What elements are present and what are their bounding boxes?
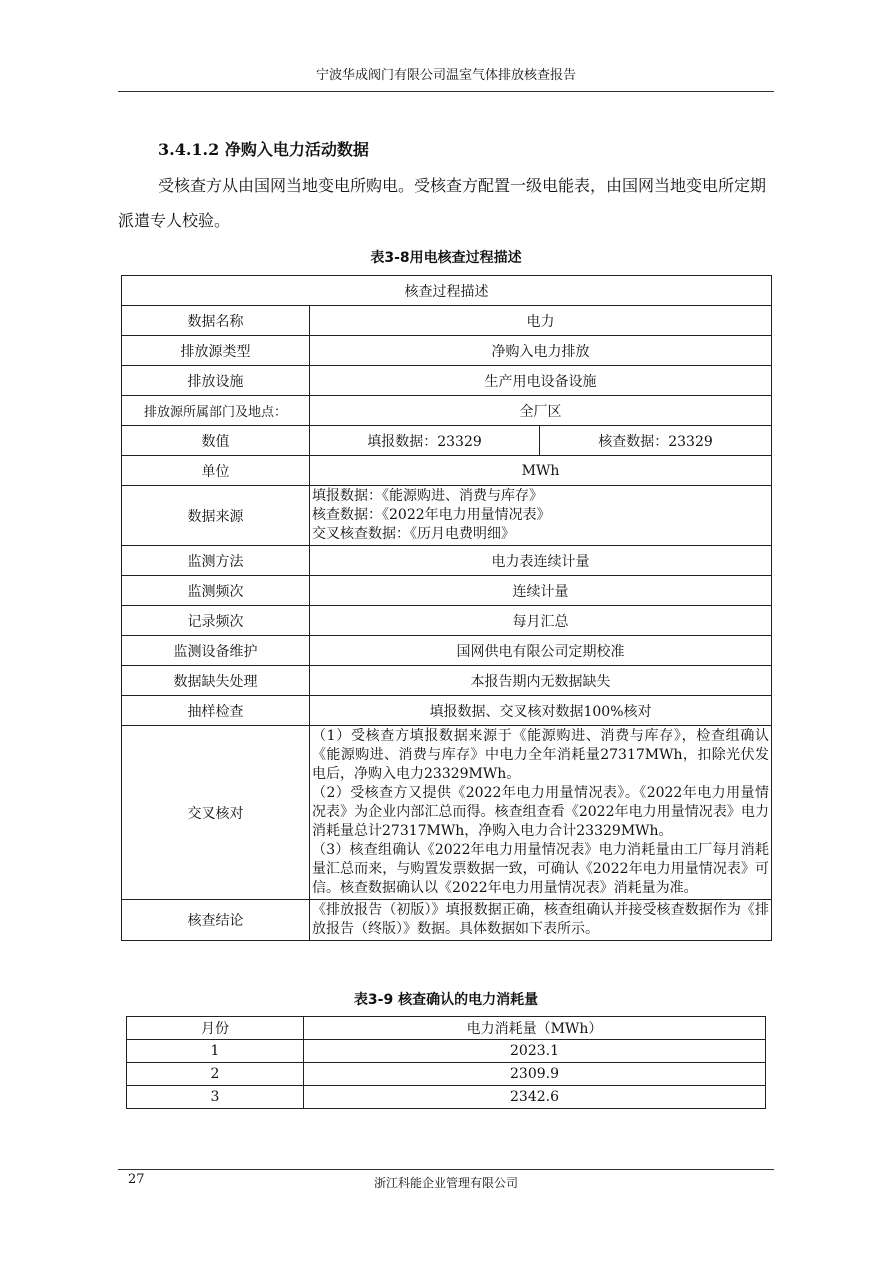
table-row — [122, 726, 772, 900]
row-label: 监测方法 — [122, 546, 310, 576]
month-cell: 3 — [127, 1086, 304, 1109]
table-row — [122, 456, 772, 486]
data-source-cell — [310, 486, 772, 546]
row-label: 排放源所属部门及地点： — [122, 396, 310, 426]
table-row — [127, 1040, 766, 1063]
table-row — [122, 636, 772, 666]
table-row — [127, 1063, 766, 1086]
table-row — [122, 486, 772, 546]
table-row — [122, 666, 772, 696]
consumption-cell: 2309.9 — [304, 1063, 766, 1086]
row-label: 记录频次 — [122, 606, 310, 636]
row-value: 每月汇总 — [310, 606, 772, 636]
table-row — [122, 426, 772, 456]
source-line: 核查数据：《2022年电力用量情况表》 — [312, 507, 551, 523]
consumption-cell: 2342.6 — [304, 1086, 766, 1109]
row-value: 净购入电力排放 — [310, 336, 772, 366]
table-row — [122, 396, 772, 426]
row-label: 核查结论 — [122, 900, 310, 941]
reported-value: 填报数据：23329 — [310, 426, 540, 456]
electricity-consumption-table — [126, 1016, 766, 1109]
table-row — [122, 606, 772, 636]
month-cell: 2 — [127, 1063, 304, 1086]
table-row — [122, 306, 772, 336]
row-value: 全厂区 — [310, 396, 772, 426]
row-value: 本报告期内无数据缺失 — [310, 666, 772, 696]
footer-rule — [118, 1169, 774, 1170]
row-label: 数据缺失处理 — [122, 666, 310, 696]
table-row — [122, 276, 772, 306]
row-value: 连续计量 — [310, 576, 772, 606]
row-value: 生产用电设备设施 — [310, 366, 772, 396]
cross-check-paragraph: （3）核查组确认《2022年电力用量情况表》电力消耗量由工厂每月消耗量汇总而来，与购置发票数据一致，可确认《2022年电力用量情况表》可信。核查数据确认以《2022年电力用量情况表》消耗量为准。 — [312, 842, 769, 896]
table-row — [122, 696, 772, 726]
table-row — [127, 1086, 766, 1109]
row-value: MWh — [310, 456, 772, 486]
cross-check-paragraph: （1）受核查方填报数据来源于《能源购进、消费与库存》，检查组确认《能源购进、消费与库存》中电力全年消耗量27317MWh，扣除光伏发电后，净购入电力23329MWh。 — [312, 728, 769, 782]
column-header: 月份 — [127, 1017, 304, 1040]
table-3-8-caption: 表3-8用电核查过程描述 — [370, 250, 522, 266]
table-3-9-caption: 表3-9 核查确认的电力消耗量 — [353, 992, 539, 1008]
column-header: 电力消耗量（MWh） — [304, 1017, 766, 1040]
month-cell: 1 — [127, 1040, 304, 1063]
consumption-cell: 2023.1 — [304, 1040, 766, 1063]
verification-process-table — [121, 275, 772, 941]
row-value: 国网供电有限公司定期校准 — [310, 636, 772, 666]
table-row — [122, 336, 772, 366]
row-label: 排放设施 — [122, 366, 310, 396]
row-value: 电力 — [310, 306, 772, 336]
table-row — [122, 546, 772, 576]
row-label: 排放源类型 — [122, 336, 310, 366]
source-line: 填报数据：《能源购进、消费与库存》 — [312, 488, 543, 504]
cross-check-cell — [310, 726, 772, 900]
row-label: 数据名称 — [122, 306, 310, 336]
page-header: 宁波华成阀门有限公司温室气体排放核查报告 — [315, 68, 576, 83]
page-number: 27 — [128, 1172, 145, 1187]
table-heading: 核查过程描述 — [122, 276, 772, 306]
row-label: 监测频次 — [122, 576, 310, 606]
cross-check-paragraph: （2）受核查方又提供《2022年电力用量情况表》。《2022年电力用量情况表》为企业内部汇总而得。核查组查看《2022年电力用量情况表》电力消耗量总计27317MWh，净购入电力合计23329MWh。 — [312, 785, 769, 839]
conclusion-cell: 《排放报告（初版）》填报数据正确，核查组确认并接受核查数据作为《排放报告（终版）》数据。具体数据如下表所示。 — [310, 900, 772, 941]
table-row — [122, 366, 772, 396]
row-label: 监测设备维护 — [122, 636, 310, 666]
row-label: 交叉核对 — [122, 726, 310, 900]
body-paragraph: 受核查方从由国网当地变电所购电。受核查方配置一级电能表，由国网当地变电所定期派遣专人校验。 — [118, 176, 767, 230]
row-value: 填报数据、交叉核对数据100%核对 — [310, 696, 772, 726]
row-value: 电力表连续计量 — [310, 546, 772, 576]
section-title: 3.4.1.2 净购入电力活动数据 — [158, 140, 369, 159]
row-label: 单位 — [122, 456, 310, 486]
row-label: 抽样检查 — [122, 696, 310, 726]
table-header-row — [127, 1017, 766, 1040]
table-row — [122, 900, 772, 941]
verified-value: 核查数据：23329 — [540, 426, 772, 456]
row-label: 数值 — [122, 426, 310, 456]
table-row — [122, 576, 772, 606]
footer-company: 浙江科能企业管理有限公司 — [373, 1176, 518, 1190]
header-rule — [118, 91, 774, 92]
row-label: 数据来源 — [122, 486, 310, 546]
source-line: 交叉核查数据：《历月电费明细》 — [312, 526, 515, 542]
